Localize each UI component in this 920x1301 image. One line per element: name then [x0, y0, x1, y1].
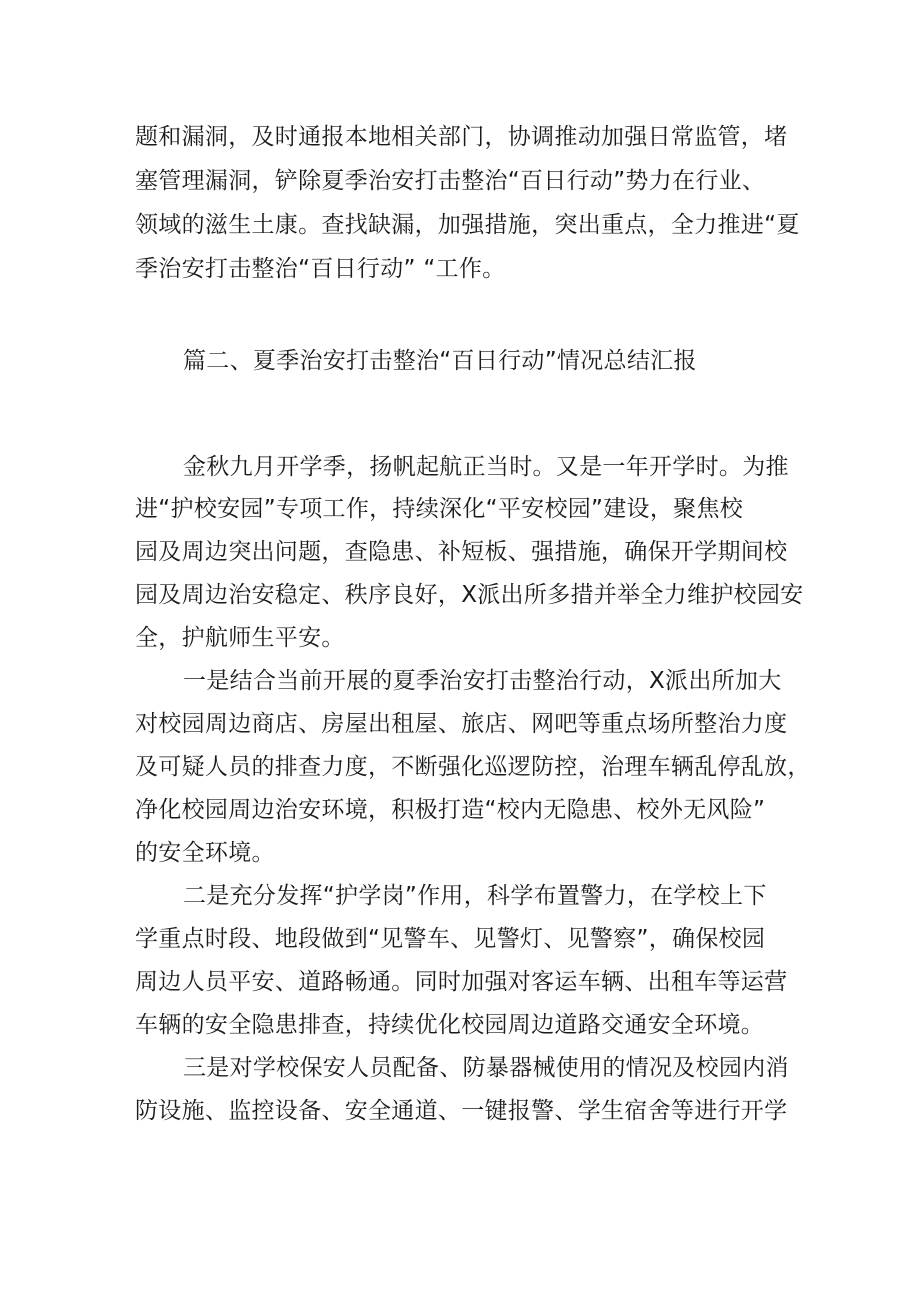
text-line: 车辆的安全隐患排查，持续优化校园周边道路交通安全环境。 [135, 1012, 765, 1038]
text-line: 进“护校安园”专项工作，持续深化“平安校园”建设，聚焦校 [135, 496, 744, 522]
text-line: 学重点时段、地段做到“见警车、见警灯、见警察”，确保校园 [135, 926, 766, 952]
text-line: 一是结合当前开展的夏季治安打击整治行动，X派出所加大 [183, 668, 782, 694]
text-line: 防设施、监控设备、安全通道、一键报警、学生宿舍等进行开学 [135, 1098, 788, 1124]
text-line: 对校园周边商店、房屋出租屋、旅店、网吧等重点场所整治力度 [135, 711, 788, 737]
text-line: 园及周边治安稳定、秩序良好，X派出所多措并举全力维护校园安 [135, 582, 804, 608]
text-line: 二是充分发挥“护学岗”作用，科学布置警力，在学校上下 [183, 883, 767, 909]
text-line: 金秋九月开学季，扬帆起航正当时。又是一年开学时。为推 [183, 454, 789, 480]
text-line: 及可疑人员的排查力度，不断强化巡逻防控，治理车辆乱停乱放， [135, 754, 811, 780]
text-line: 全，护航师生平安。 [135, 625, 345, 651]
text-line: 题和漏洞，及时通报本地相关部门，协调推动加强日常监管，堵 [135, 124, 788, 150]
text-line: 领域的滋生土康。查找缺漏，加强措施，突出重点，全力推进“夏 [135, 212, 800, 238]
text-line: 塞管理漏洞，铲除夏季治安打击整治“百日行动”势力在行业、 [135, 168, 766, 194]
text-line: 周边人员平安、道路畅通。同时加强对客运车辆、出租车等运营 [135, 969, 788, 995]
text-line: 的安全环境。 [135, 840, 275, 866]
text-line: 园及周边突出问题，查隐患、补短板、强措施，确保开学期间校 [135, 539, 788, 565]
section-heading: 篇二、夏季治安打击整治“百日行动”情况总结汇报 [183, 348, 697, 374]
text-line: 三是对学校保安人员配备、防暴器械使用的情况及校园内消 [183, 1055, 789, 1081]
text-line: 净化校园周边治安环境，积极打造“校内无隐患、校外无风险” [135, 797, 766, 823]
text-line: 季治安打击整治“百日行动” “工作。 [135, 256, 506, 282]
